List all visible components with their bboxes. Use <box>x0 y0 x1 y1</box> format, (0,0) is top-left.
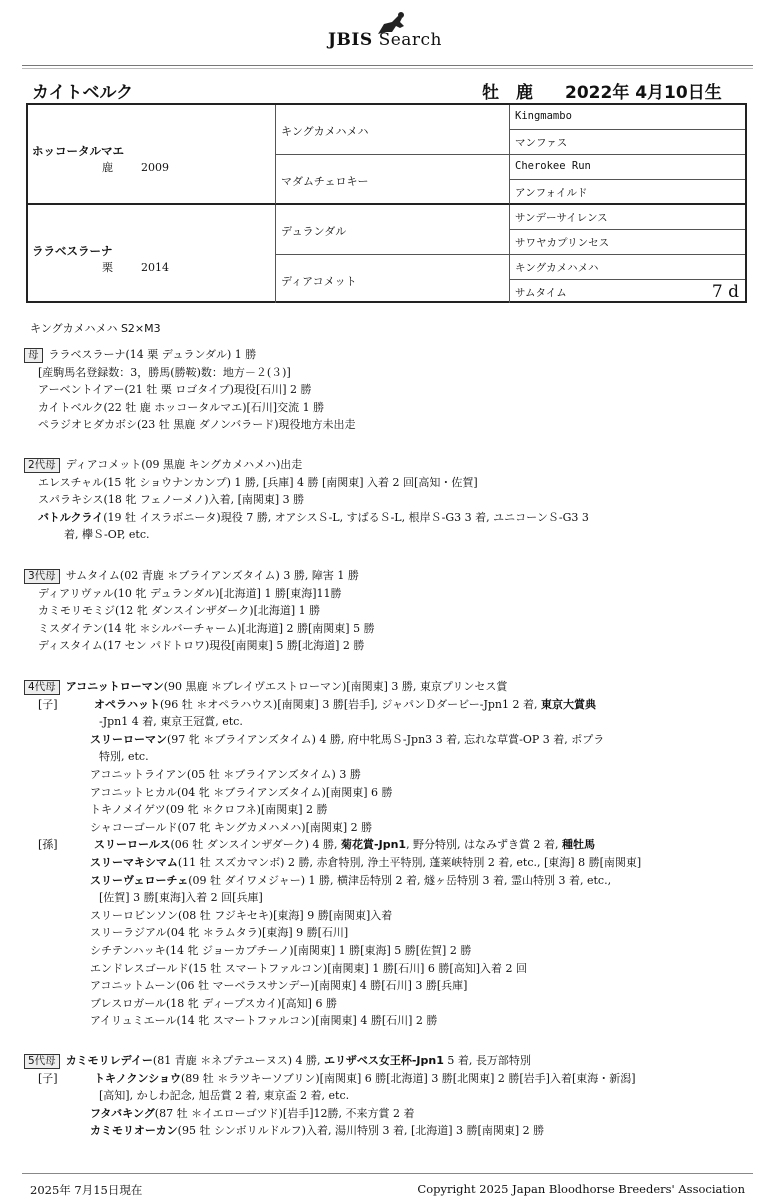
as-of-date: 2025年 7月15日現在 <box>30 1183 143 1197</box>
fourth-dam-section: 4代母 アコニットローマン(90 黒鹿 ＊ブレイヴエストローマン)[南関東] 3 勝, 東京プリンセス賞 [子] オペラハット(96 牡 ＊オペラハウス)[南関東] 3 勝[岩手], ジャパンＤダービー-Jpn1 2 着, 東京大賞典 -Jpn1 4 着, 東京王冠賞, etc. スリーローマン(97 牝 ＊ブライアンズタイム) 4 勝, 府中牝馬Ｓ-Jpn3 3 着, 忘れな草賞-OP 3 着, ポプラ 特別, etc. アコニットライアン(05 牡 ＊ブライアンズタイム) 3 勝 アコニットヒカル(04 牝 ＊ブライアンズタイム)[南関東] 6 勝 トキノメイゲツ(09 牝 ＊クロフネ)[南関東] 2 勝 シャコーゴールド(07 牝 キングカメハメハ)[南関東] 2 勝 [孫] スリーロールス(06 牡 ダンスインザダーク) 4 勝, 菊花賞-Jpn1, 野分特別, はなみずき賞 2 着, 種牡馬 スリーマキシマム(11 牡 スズカマンボ) 2 勝, 赤倉特別, 浄土平特別, 蓬莱峡特別 2 着, etc., [東海] 8 勝[南関東] スリーヴェローチェ(09 牡 ダイワメジャー) 1 勝, 横津岳特別 2 着, 燧ヶ岳特別 3 着, 霊山特別 3 着, etc., [佐賀] 3 勝[東海]入着 2 回[兵庫] スリーロビンソン(08 牡 フジキセキ)[東海] 9 勝[南関東]入着 スリーラジアル(04 牝 ＊ラムタラ)[東海] 9 勝[石川] シチテンハッキ(14 牝 ジョーカプチーノ)[南関東] 1 勝[東海] 5 勝[佐賀] 2 勝 エンドレスゴールド(15 牡 スマートファルコン)[南関東] 1 勝[石川] 6 勝[高知]入着 2 回 アコニットムーン(06 牡 マーベラスサンデー)[南関東] 4 勝[石川] 3 勝[兵庫] ブレスロガール(18 牝 ディープスカイ)[高知] 6 勝 アイリュミエール(14 牝 スマートファルコン)[南関東] 4 勝[石川] 2 勝 <box>24 678 641 1030</box>
progeny-item-cont: 着, 欅Ｓ-OP, etc. <box>64 528 150 542</box>
pedigree-dam[interactable]: ララベスラーナ 栗 2014 <box>28 205 276 303</box>
progeny-item: ディアリヴァル(10 牝 デュランダル)[北海道] 1 勝[東海]11勝 <box>38 586 342 600</box>
second-dam-section: 2代母 ディアコメット(09 黒鹿 キングカメハメハ)出走 エレスチャル(15 牝 ショウナンカンプ) 1 勝, [兵庫] 4 勝 [南関東] 入着 2 回[高知・佐賀] スパラキシス(18 牝 フェノーメノ)入着, [南関東] 3 勝 バトルクライ(19 牡 イスラボニータ)現役 7 勝, オアシスＳ-L, すばるＳ-L, 根岸Ｓ-G3 3 着, ユニコーンＳ-G3 3 着, 欅Ｓ-OP, etc. <box>24 456 589 544</box>
progeny-item: スパラキシス(18 牝 フェノーメノ)入着, [南関東] 3 勝 <box>38 493 305 507</box>
third-dam-section: 3代母 サムタイム(02 青鹿 ＊ブライアンズタイム) 3 勝, 障害 1 勝 ディアリヴァル(10 牝 デュランダル)[北海道] 1 勝[東海]11勝 カミモリモミジ(12 牝 ダンスインザダーク)[北海道] 1 勝 ミスダイテン(14 牝 ＊シルバーチャーム)[北海道] 2 勝[南関東] 5 勝 ディスタイム(17 セン パドトロワ)現役[南関東] 5 勝[北海道] 2 勝 <box>24 567 375 655</box>
fifth-dam-section: 5代母 カミモリレデイー(81 青鹿 ＊ネプテユーヌス) 4 勝, エリザベス女王杯-Jpn1 5 着, 長万部特別 [子] トキノクンショウ(89 牡 ＊ラツキーソブリン)[南関東] 6 勝[北海道] 3 勝[北関東] 2 勝[岩手]入着[東海・新潟] [高知], かしわ記念, 旭岳賞 2 着, 東京盃 2 着, etc. フタバキング(87 牡 ＊イエローゴツド)[岩手]12勝, 不来方賞 2 着 カミモリオーカン(95 牡 シンボリルドルフ)入着, 湯川特別 3 着, [北海道] 3 勝[南関東] 2 勝 <box>24 1052 636 1140</box>
pedigree-g3-1[interactable]: Kingmambo <box>510 105 745 130</box>
pedigree-g3-5[interactable]: サンデーサイレンス <box>510 205 745 230</box>
section-tag: 4代母 <box>24 680 60 695</box>
header-rule <box>22 65 753 66</box>
pedigree-dam-dam[interactable]: ディアコメット <box>276 255 510 303</box>
header-rule-thin <box>22 68 753 69</box>
progeny-stats: [産駒馬名登録数：3，勝馬(勝鞍)数：地方－２(３)] <box>38 365 291 379</box>
progeny-item: ミスダイテン(14 牝 ＊シルバーチャーム)[北海道] 2 勝[南関東] 5 勝 <box>38 621 375 635</box>
section-tag: 3代母 <box>24 569 60 584</box>
progeny-item: エレスチャル(15 牝 ショウナンカンプ) 1 勝, [兵庫] 4 勝 [南関東] 入着 2 回[高知・佐賀] <box>38 475 478 489</box>
horse-birthdate: 2022年 4月10日生 <box>565 83 722 103</box>
horse-sex: 牡 <box>482 83 499 103</box>
pedigree-table <box>26 103 747 303</box>
pedigree-dam-sire[interactable]: デュランダル <box>276 205 510 255</box>
pedigree-sire-sire[interactable]: キングカメハメハ <box>276 105 510 155</box>
pedigree-sire[interactable]: ホッコータルマエ 鹿 2009 <box>28 105 276 205</box>
footer-rule <box>22 1173 753 1174</box>
progeny-item: ペラジオヒダカボシ(23 牡 黒鹿 ダノンバラード)現役地方未出走 <box>38 418 356 432</box>
family-number: 7 d <box>711 282 739 302</box>
progeny-item: アーベントイアー(21 牡 栗 ロゴタイプ)現役[石川] 2 勝 <box>38 383 312 397</box>
pedigree-g3-2[interactable]: マンファス <box>510 130 745 155</box>
progeny-item: バトルクライ(19 牡 イスラボニータ)現役 7 勝, オアシスＳ-L, すばるＳ-L, 根岸Ｓ-G3 3 着, ユニコーンＳ-G3 3 <box>38 510 589 524</box>
section-tag: 母 <box>24 348 43 363</box>
horse-title <box>30 78 745 102</box>
logo-text: JBIS Search <box>328 30 443 50</box>
dam-section: 母 ララベスラーナ(14 栗 デュランダル) 1 勝 [産駒馬名登録数：3，勝馬(勝鞍)数：地方－２(３)] アーベントイアー(21 牡 栗 ロゴタイプ)現役[石川] 2 勝 カイトベルク(22 牡 鹿 ホッコータルマエ)[石川]交流 1 勝 ペラジオヒダカボシ(23 牡 黒鹿 ダノンバラード)現役地方未出走 <box>24 346 356 434</box>
pedigree-g3-6[interactable]: サワヤカプリンセス <box>510 230 745 255</box>
pedigree-g3-4[interactable]: アンフォイルド <box>510 180 745 205</box>
pedigree-sire-dam[interactable]: マダムチェロキー <box>276 155 510 205</box>
progeny-item: ディスタイム(17 セン パドトロワ)現役[南関東] 5 勝[北海道] 2 勝 <box>38 639 365 653</box>
pedigree-g3-8[interactable]: サムタイム 7 d <box>515 282 739 302</box>
horse-color: 鹿 <box>516 83 533 103</box>
horse-name: カイトベルク <box>32 83 134 103</box>
pedigree-g3-7[interactable]: キングカメハメハ <box>510 255 745 280</box>
section-tag: 2代母 <box>24 458 60 473</box>
progeny-item: カミモリモミジ(12 牝 ダンスインザダーク)[北海道] 1 勝 <box>38 604 321 618</box>
progeny-item: カイトベルク(22 牡 鹿 ホッコータルマエ)[石川]交流 1 勝 <box>38 400 325 414</box>
inbreeding-note: キングカメハメハ S2×M3 <box>30 322 161 335</box>
copyright: Copyright 2025 Japan Bloodhorse Breeders' Association <box>417 1182 745 1196</box>
pedigree-g3-3[interactable]: Cherokee Run <box>510 155 745 180</box>
jbis-logo[interactable] <box>328 10 458 52</box>
section-tag: 5代母 <box>24 1054 60 1069</box>
